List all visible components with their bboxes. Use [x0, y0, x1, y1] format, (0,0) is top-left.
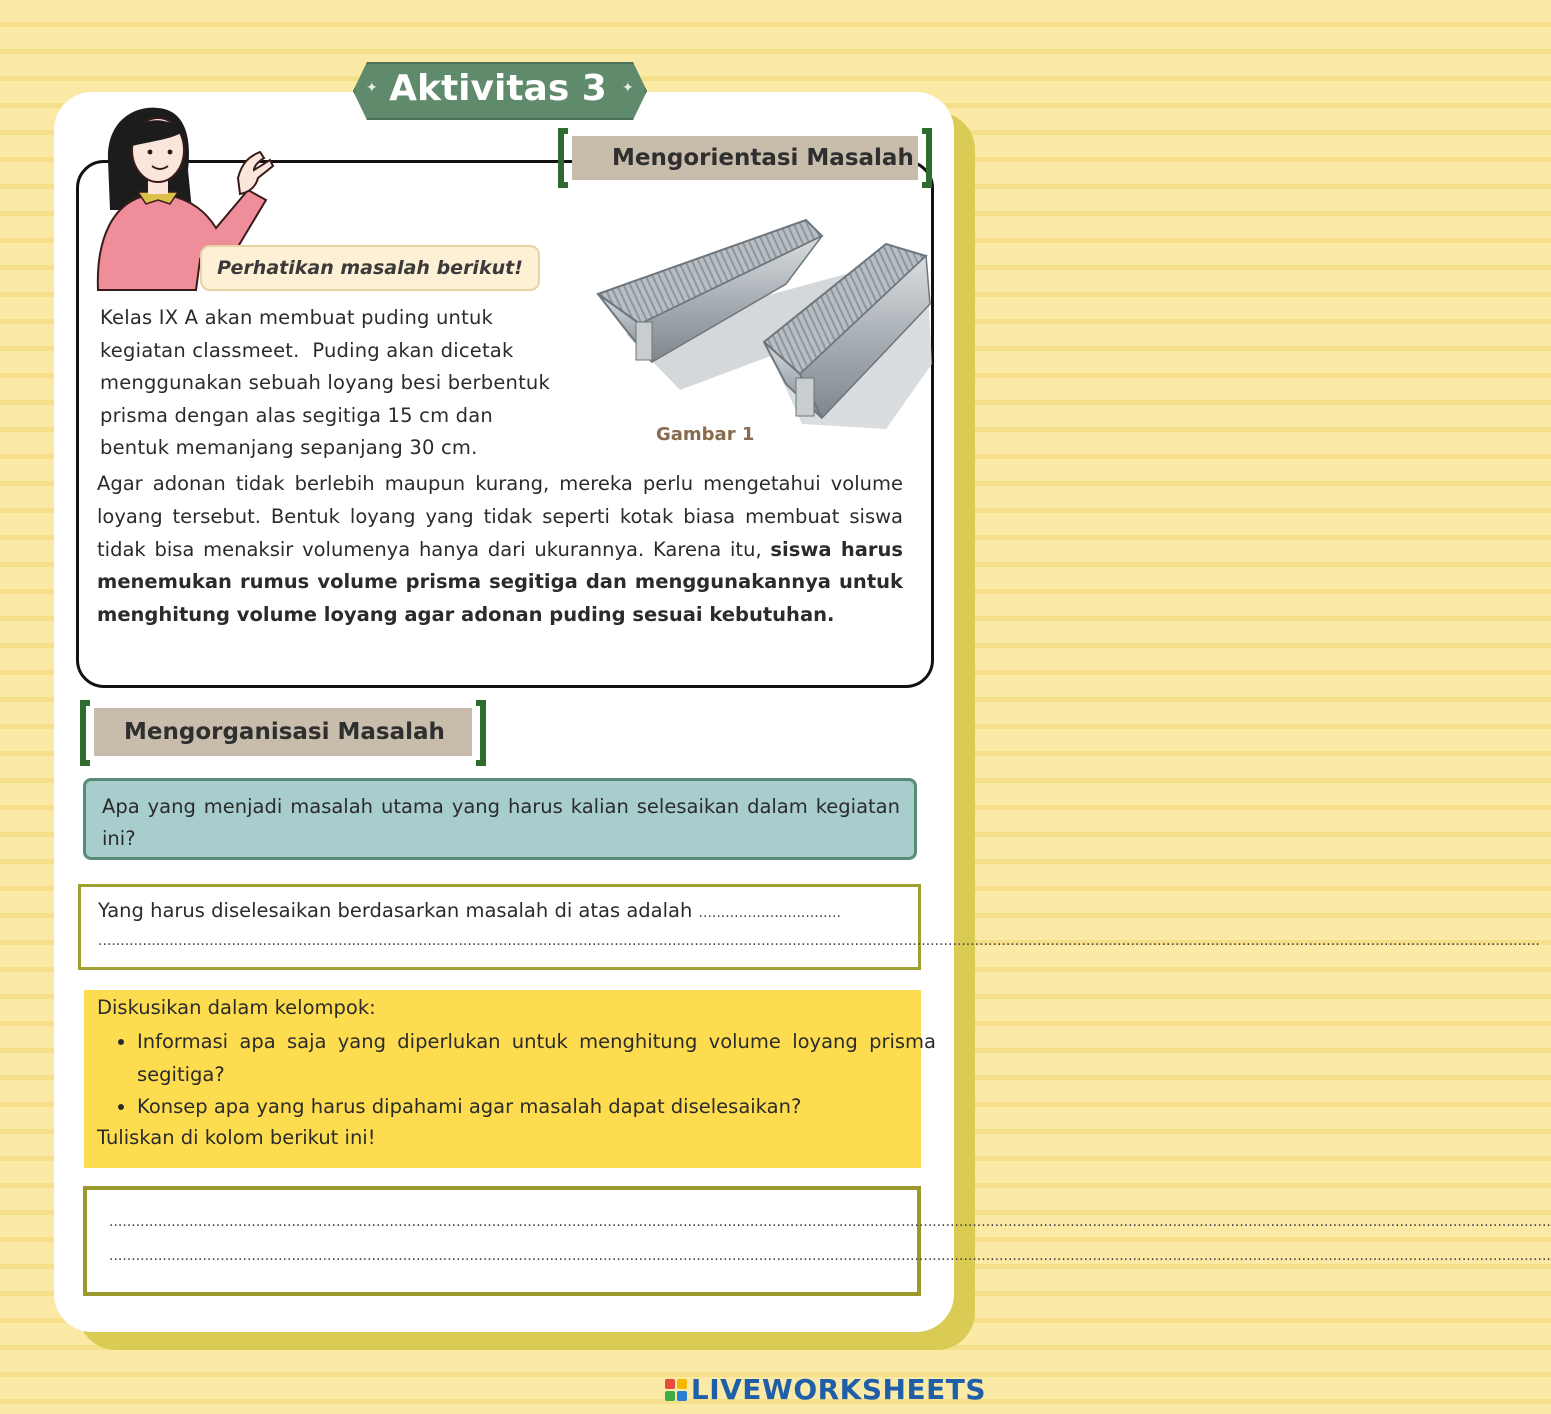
answer-prompt — [98, 899, 841, 922]
intro-line: Kelas IX A akan membuat puding untuk — [100, 306, 493, 329]
discussion-list — [107, 1026, 936, 1124]
logo-square — [665, 1379, 675, 1389]
discussion-title: Diskusikan dalam kelompok: — [97, 996, 376, 1019]
orientation-header-label: Mengorientasi Masalah — [612, 145, 914, 171]
intro-text — [100, 302, 582, 465]
figure-caption: Gambar 1 — [656, 424, 755, 445]
intro-line: prisma dengan alas segitiga 15 cm dan — [100, 403, 493, 427]
answer-blank[interactable]: .................................................................................................................................................................................................................................................................................................................................... — [98, 933, 1540, 949]
liveworksheets-logo — [665, 1373, 986, 1406]
logo-text: LIVEWORKSHEETS — [690, 1373, 986, 1406]
bracket-left — [558, 128, 568, 188]
question-text: Apa yang menjadi masalah utama yang harus kalian selesaikan dalam kegiatan ini? — [102, 795, 900, 850]
intro-line: bentuk memanjang sepanjang 30 cm. — [100, 436, 478, 460]
answer-prompt-text: Yang harus diselesaikan berdasarkan masalah di atas adalah — [98, 899, 693, 922]
banner-sparkle-icon: ✦ — [366, 80, 378, 96]
discussion-box — [84, 990, 936, 1168]
discussion-instruction: Tuliskan di kolom berikut ini! — [97, 1126, 376, 1149]
paragraph-text: Agar adonan tidak berlebih maupun kurang, mereka perlu mengetahui volume loyang tersebut. Bentuk loyang yang tidak seperti kotak biasa membuat siswa tidak bisa menaksir volumenya hanya dari ukurannya. Karena itu, — [97, 472, 903, 561]
main-problem-answer-box[interactable] — [78, 884, 1540, 970]
logo-square — [677, 1391, 687, 1401]
discussion-item: • Informasi apa saja yang diperlukan untuk menghitung volume loyang prisma segitiga? — [137, 1026, 936, 1091]
logo-grid-icon — [665, 1379, 687, 1401]
orientation-header — [572, 136, 918, 180]
answer-blank[interactable]: .................................................................................................................................................................................................................................................................................................................................... — [109, 1214, 1551, 1230]
answer-blank[interactable]: ................................ — [698, 905, 841, 921]
organization-header-label: Mengorganisasi Masalah — [124, 719, 445, 745]
prism-baking-pan-photo — [596, 214, 932, 444]
banner-sparkle-icon: ✦ — [622, 80, 634, 96]
question-box — [83, 778, 917, 860]
bracket-left — [80, 700, 90, 766]
discussion-answer-box[interactable] — [83, 1186, 1551, 1296]
activity-title: Aktivitas 3 — [389, 68, 607, 109]
bracket-right — [922, 128, 932, 188]
organization-header — [94, 708, 472, 756]
discussion-item: • Konsep apa yang harus dipahami agar masalah dapat diselesaikan? — [137, 1091, 936, 1124]
paragraph-emphasis: siswa harus menemukan rumus volume prisma segitiga dan menggunakannya untuk menghitung volume loyang agar adonan puding sesuai kebutuhan. — [97, 537, 904, 627]
bracket-right — [476, 700, 486, 766]
logo-square — [665, 1391, 675, 1401]
intro-line: menggunakan sebuah loyang besi berbentuk — [100, 371, 550, 395]
answer-blank[interactable]: .................................................................................................................................................................................................................................................................................................................................... — [109, 1248, 1551, 1264]
problem-paragraph — [97, 468, 903, 632]
prompt-label: Perhatikan masalah berikut! — [200, 245, 540, 291]
logo-square — [677, 1379, 687, 1389]
intro-line: kegiatan classmeet. Puding akan dicetak — [100, 338, 514, 362]
